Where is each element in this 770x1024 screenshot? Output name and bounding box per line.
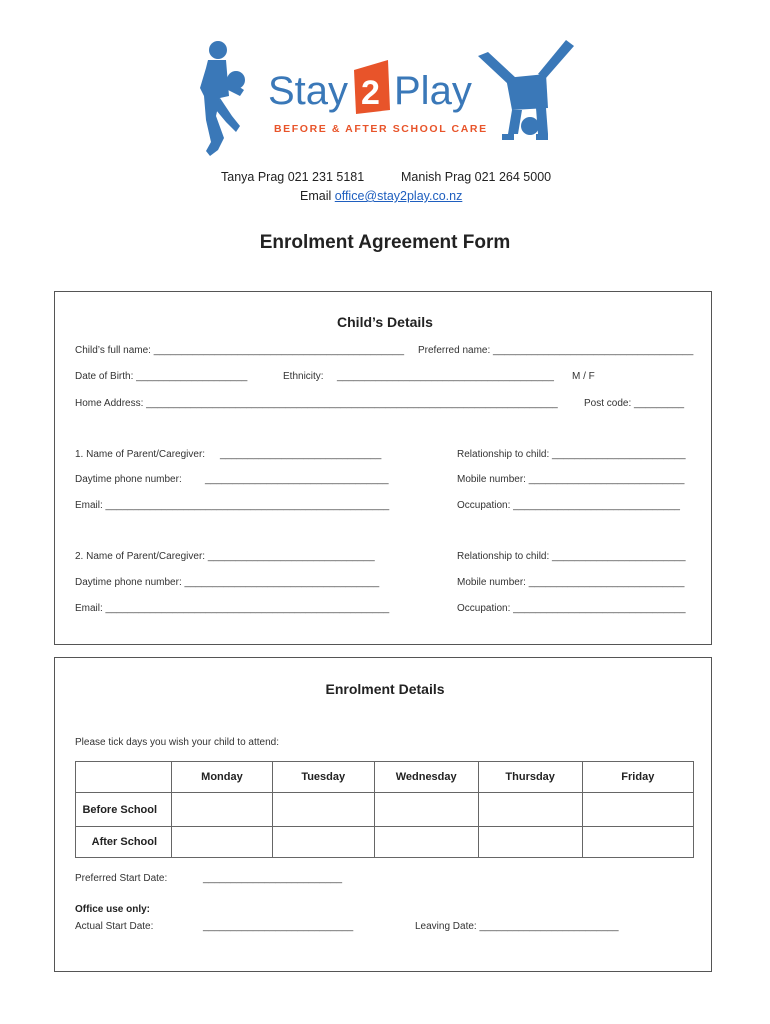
logo-2-badge xyxy=(354,60,390,114)
after-school-monday-cell[interactable] xyxy=(172,827,273,858)
parent1-phone-label: Daytime phone number: xyxy=(75,474,182,485)
parent2-relationship-field[interactable]: Relationship to child: ________________________ xyxy=(457,551,686,562)
parent2-name-field[interactable]: 2. Name of Parent/Caregiver: ______________________________ xyxy=(75,551,375,562)
logo-word-play: Play xyxy=(394,69,472,113)
day-header-friday: Friday xyxy=(582,762,693,793)
actual-start-label: Actual Start Date: xyxy=(75,921,154,932)
postcode-field[interactable]: Post code: _________ xyxy=(584,398,685,409)
email-line xyxy=(300,189,462,203)
child-full-name-field[interactable]: Child’s full name: _____________________________________________ xyxy=(75,345,405,356)
parent1-mobile-field[interactable]: Mobile number: ____________________________ xyxy=(457,474,685,485)
parent1-phone-field[interactable]: _________________________________ xyxy=(205,474,389,485)
after-school-thursday-cell[interactable] xyxy=(478,827,582,858)
parent1-name-label: 1. Name of Parent/Caregiver: xyxy=(75,449,206,460)
parent1-name-field[interactable]: _____________________________ xyxy=(220,449,382,460)
office-use-label: Office use only: xyxy=(75,904,151,915)
leaving-date-field[interactable]: Leaving Date: _________________________ xyxy=(415,921,619,932)
parent1-email-field[interactable]: Email: ___________________________________________________ xyxy=(75,500,390,511)
after-school-friday-cell[interactable] xyxy=(582,827,693,858)
parent2-mobile-field[interactable]: Mobile number: ____________________________ xyxy=(457,577,685,588)
actual-start-field[interactable]: ___________________________ xyxy=(203,921,354,932)
cartwheel-kid-icon xyxy=(478,40,574,140)
dob-field[interactable]: Date of Birth: ____________________ xyxy=(75,371,248,382)
before-school-thursday-cell[interactable] xyxy=(478,793,582,827)
parent1-relationship-field[interactable]: Relationship to child: ________________________ xyxy=(457,449,686,460)
row-label-after-school: After School xyxy=(76,827,172,858)
ethnicity-label: Ethnicity: xyxy=(283,371,324,382)
attendance-table xyxy=(75,761,694,858)
attendance-instruction: Please tick days you wish your child to attend: xyxy=(75,737,279,748)
table-row xyxy=(76,793,694,827)
gender-option[interactable]: M / F xyxy=(572,371,595,382)
table-row xyxy=(76,827,694,858)
page-title: Enrolment Agreement Form xyxy=(259,232,511,253)
day-header-tuesday: Tuesday xyxy=(272,762,374,793)
table-header-row xyxy=(76,762,694,793)
email-link[interactable]: office@stay2play.co.nz xyxy=(334,189,463,203)
after-school-wednesday-cell[interactable] xyxy=(374,827,478,858)
preferred-start-field[interactable]: _________________________ xyxy=(203,873,343,884)
email-label: Email xyxy=(300,189,332,203)
preferred-name-field[interactable]: Preferred name: ____________________________________ xyxy=(418,345,694,356)
contact-tanya: Tanya Prag 021 231 5181 xyxy=(221,170,365,184)
parent1-occupation-field[interactable]: Occupation: ______________________________ xyxy=(457,500,680,511)
logo xyxy=(196,38,576,163)
ethnicity-field[interactable]: _______________________________________ xyxy=(337,371,554,382)
parent2-occupation-field[interactable]: Occupation: _______________________________ xyxy=(457,603,686,614)
enrolment-details-heading: Enrolment Details xyxy=(325,681,445,697)
logo-graphic xyxy=(196,38,576,163)
table-corner-cell xyxy=(76,762,172,793)
child-details-heading: Child’s Details xyxy=(337,314,433,330)
home-address-field[interactable]: Home Address: __________________________________________________________________________ xyxy=(75,398,558,409)
preferred-start-label: Preferred Start Date: xyxy=(75,873,168,884)
parent2-email-field[interactable]: Email: ___________________________________________________ xyxy=(75,603,390,614)
parent2-phone-field[interactable]: Daytime phone number: ___________________________________ xyxy=(75,577,380,588)
before-school-monday-cell[interactable] xyxy=(172,793,273,827)
soccer-kid-icon xyxy=(200,41,245,156)
logo-word-stay: Stay xyxy=(268,69,349,113)
row-label-before-school: Before School xyxy=(76,793,172,827)
svg-text:2: 2 xyxy=(361,74,380,112)
day-header-thursday: Thursday xyxy=(478,762,582,793)
before-school-friday-cell[interactable] xyxy=(582,793,693,827)
logo-tagline: BEFORE & AFTER SCHOOL CARE xyxy=(274,123,488,135)
before-school-wednesday-cell[interactable] xyxy=(374,793,478,827)
contact-manish: Manish Prag 021 264 5000 xyxy=(401,170,552,184)
before-school-tuesday-cell[interactable] xyxy=(272,793,374,827)
day-header-wednesday: Wednesday xyxy=(374,762,478,793)
day-header-monday: Monday xyxy=(172,762,273,793)
after-school-tuesday-cell[interactable] xyxy=(272,827,374,858)
